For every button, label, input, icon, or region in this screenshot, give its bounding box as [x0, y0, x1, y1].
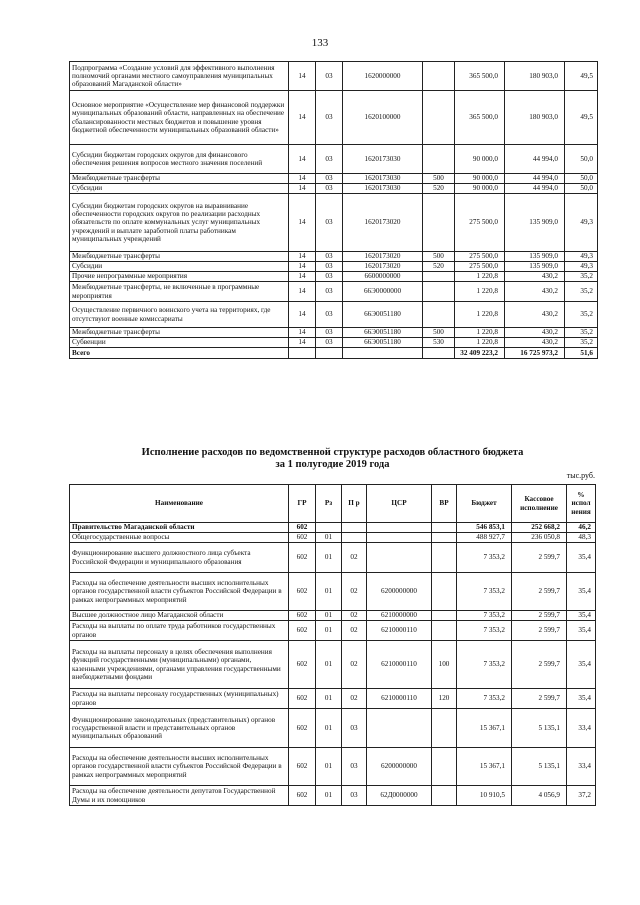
row-name: Субсидии бюджетам городских округов на выравнивание обеспеченности городских округов по реализации расходных обязательств по оплате коммунальных услуг муниципальных учреждений и выплате заработной платы работникам муниципальных учреждений [70, 194, 289, 252]
row-pct: 33,4 [567, 709, 596, 748]
row-gr: 14 [289, 262, 316, 272]
row-csr: 66Э0051180 [343, 302, 423, 328]
table-row [70, 262, 598, 272]
row-pct: 49,3 [565, 262, 598, 272]
row-gr: 602 [289, 641, 316, 689]
header-pct: % испол нения [567, 485, 596, 523]
row-vr [423, 145, 455, 174]
row-csr: 1620173030 [343, 174, 423, 184]
row-csr [367, 533, 432, 543]
row-pct: 35,4 [567, 621, 596, 641]
table-row [70, 709, 596, 748]
row-pct: 48,3 [567, 533, 596, 543]
row-pr: 03 [342, 748, 367, 786]
row-name: Субсидии [70, 262, 289, 272]
total-label: Всего [70, 348, 289, 359]
row-kass: 2 599,7 [512, 611, 567, 621]
row-csr: 66Э0051180 [343, 328, 423, 338]
row-csr: 6600000000 [343, 272, 423, 282]
row-budget: 7 353,2 [457, 573, 512, 611]
row-csr: 6210000110 [367, 641, 432, 689]
row-kass: 44 994,0 [505, 184, 565, 194]
row-rz: 01 [316, 573, 342, 611]
row-pct: 33,4 [567, 748, 596, 786]
row-kass: 2 599,7 [512, 641, 567, 689]
row-budget: 90 000,0 [455, 184, 505, 194]
row-csr [367, 709, 432, 748]
row-kass: 135 909,0 [505, 194, 565, 252]
table-row [70, 184, 598, 194]
row-kass: 430,2 [505, 282, 565, 302]
row-vr: 500 [423, 328, 455, 338]
total-empty-cell [343, 348, 423, 359]
row-csr: 6210000110 [367, 689, 432, 709]
row-pr: 02 [342, 689, 367, 709]
row-vr [432, 533, 457, 543]
row-gr: 14 [289, 194, 316, 252]
row-pct: 35,2 [565, 328, 598, 338]
row-name: Субсидии [70, 184, 289, 194]
row-budget: 90 000,0 [455, 145, 505, 174]
header-kass: Кассовое исполнение [512, 485, 567, 523]
row-name: Общегосударственные вопросы [70, 533, 289, 543]
table-row [70, 62, 598, 91]
row-rz: 03 [316, 338, 343, 348]
table-row [70, 338, 598, 348]
row-gr: 14 [289, 338, 316, 348]
row-pr [342, 523, 367, 533]
page-number: 133 [311, 37, 329, 49]
row-name: Осуществление первичного воинского учета на территориях, где отсутствуют военные комиссариаты [70, 302, 289, 328]
row-kass: 5 135,1 [512, 748, 567, 786]
row-pr: 02 [342, 611, 367, 621]
row-rz: 01 [316, 641, 342, 689]
row-rz: 01 [316, 533, 342, 543]
row-rz: 03 [316, 302, 343, 328]
table-row [70, 689, 596, 709]
row-vr [432, 523, 457, 533]
row-kass: 430,2 [505, 272, 565, 282]
table-row [70, 543, 596, 573]
row-vr [423, 272, 455, 282]
row-vr: 500 [423, 252, 455, 262]
row-rz: 03 [316, 252, 343, 262]
row-pct: 35,2 [565, 282, 598, 302]
table-row [70, 272, 598, 282]
row-vr: 530 [423, 338, 455, 348]
row-rz [316, 523, 342, 533]
header-pr: П р [342, 485, 367, 523]
table-row [70, 641, 596, 689]
departmental-expenditure-table [69, 484, 596, 806]
header-budget: Бюджет [457, 485, 512, 523]
row-csr: 1620173020 [343, 262, 423, 272]
row-rz: 01 [316, 786, 342, 806]
table-row [70, 523, 596, 533]
row-gr: 602 [289, 621, 316, 641]
row-kass: 5 135,1 [512, 709, 567, 748]
row-kass: 236 050,8 [512, 533, 567, 543]
row-name: Основное мероприятие «Осуществление мер финансовой поддержки муниципальных образований области, направленных на обеспечение сбалансированности местных бюджетов и повышение уровня бюджетной обеспеченности муниципальных образований области» [70, 91, 289, 145]
row-vr [432, 786, 457, 806]
row-kass: 2 599,7 [512, 543, 567, 573]
units-label: тыс.руб. [566, 471, 595, 480]
row-gr: 14 [289, 174, 316, 184]
total-empty-cell [289, 348, 316, 359]
row-budget: 488 927,7 [457, 533, 512, 543]
row-name: Расходы на обеспечение деятельности высших исполнительных органов государственной власти субъектов Российской Федерации в рамках непрограммных мероприятий [70, 748, 289, 786]
header-name: Наименование [70, 485, 289, 523]
table-row [70, 573, 596, 611]
row-name: Высшее должностное лицо Магаданской области [70, 611, 289, 621]
row-vr: 500 [423, 174, 455, 184]
table-row [70, 302, 598, 328]
row-csr: 1620000000 [343, 62, 423, 91]
row-budget: 7 353,2 [457, 611, 512, 621]
table-row [70, 611, 596, 621]
row-gr: 14 [289, 272, 316, 282]
table-row [70, 194, 598, 252]
row-gr: 602 [289, 523, 316, 533]
row-pr: 02 [342, 621, 367, 641]
row-name: Межбюджетные трансферты, не включенные в программные мероприятия [70, 282, 289, 302]
row-pct: 35,2 [565, 302, 598, 328]
row-kass: 430,2 [505, 338, 565, 348]
row-pr: 03 [342, 709, 367, 748]
row-vr [423, 302, 455, 328]
row-budget: 7 353,2 [457, 641, 512, 689]
row-budget: 1 220,8 [455, 338, 505, 348]
row-vr: 120 [432, 689, 457, 709]
row-pct: 49,5 [565, 91, 598, 145]
row-name: Подпрограмма «Создание условий для эффективного выполнения полномочий органами местного самоуправления муниципальных образований Магаданской области» [70, 62, 289, 91]
total-row [70, 348, 598, 359]
row-name: Субвенции [70, 338, 289, 348]
row-rz: 01 [316, 621, 342, 641]
row-rz: 03 [316, 145, 343, 174]
row-csr: 6210000000 [367, 611, 432, 621]
row-pct: 35,2 [565, 272, 598, 282]
row-rz: 03 [316, 174, 343, 184]
row-rz: 03 [316, 262, 343, 272]
row-kass: 430,2 [505, 328, 565, 338]
row-vr [432, 573, 457, 611]
row-name: Расходы на выплаты персоналу государственных (муниципальных) органов [70, 689, 289, 709]
header-gr: ГР [289, 485, 316, 523]
header-vr: ВР [432, 485, 457, 523]
row-vr [423, 194, 455, 252]
row-budget: 275 500,0 [455, 262, 505, 272]
row-csr [367, 523, 432, 533]
row-pct: 49,3 [565, 252, 598, 262]
row-rz: 01 [316, 709, 342, 748]
row-kass: 2 599,7 [512, 689, 567, 709]
row-gr: 602 [289, 786, 316, 806]
row-gr: 14 [289, 282, 316, 302]
row-budget: 15 367,1 [457, 748, 512, 786]
row-vr: 520 [423, 262, 455, 272]
table-row [70, 91, 598, 145]
row-csr: 1620173020 [343, 252, 423, 262]
row-name: Прочие непрограммные мероприятия [70, 272, 289, 282]
row-csr: 1620173030 [343, 184, 423, 194]
row-vr [432, 709, 457, 748]
row-csr: 6200000000 [367, 748, 432, 786]
row-budget: 1 220,8 [455, 328, 505, 338]
row-kass: 2 599,7 [512, 621, 567, 641]
row-name: Расходы на обеспечение деятельности депутатов Государственной Думы и их помощников [70, 786, 289, 806]
row-rz: 01 [316, 611, 342, 621]
row-pct: 46,2 [567, 523, 596, 533]
row-csr: 1620173030 [343, 145, 423, 174]
row-pct: 50,0 [565, 145, 598, 174]
row-name: Субсидии бюджетам городских округов для финансового обеспечения решения вопросов местного значения поселений [70, 145, 289, 174]
total-empty-cell [316, 348, 343, 359]
table-row [70, 328, 598, 338]
row-pct: 35,4 [567, 611, 596, 621]
continued-expenditure-table [69, 61, 598, 359]
row-rz: 03 [316, 184, 343, 194]
header-csr: ЦСР [367, 485, 432, 523]
total-budget: 32 409 223,2 [455, 348, 505, 359]
row-vr [432, 621, 457, 641]
row-pct: 35,4 [567, 689, 596, 709]
row-budget: 1 220,8 [455, 272, 505, 282]
row-pct: 35,2 [565, 338, 598, 348]
row-gr: 14 [289, 302, 316, 328]
row-kass: 135 909,0 [505, 262, 565, 272]
table-row [70, 786, 596, 806]
row-budget: 275 500,0 [455, 194, 505, 252]
row-budget: 7 353,2 [457, 689, 512, 709]
row-csr: 62Д0000000 [367, 786, 432, 806]
total-kass: 16 725 973,2 [505, 348, 565, 359]
row-budget: 90 000,0 [455, 174, 505, 184]
row-gr: 14 [289, 184, 316, 194]
section-title-line2: за 1 полугодие 2019 года [275, 459, 390, 470]
row-vr [423, 62, 455, 91]
row-vr [423, 91, 455, 145]
row-rz: 01 [316, 748, 342, 786]
row-vr [432, 543, 457, 573]
row-budget: 365 500,0 [455, 62, 505, 91]
row-rz: 03 [316, 328, 343, 338]
row-kass: 252 668,2 [512, 523, 567, 533]
row-pct: 49,3 [565, 194, 598, 252]
row-gr: 14 [289, 62, 316, 91]
row-rz: 03 [316, 62, 343, 91]
row-gr: 14 [289, 252, 316, 262]
row-pr: 02 [342, 573, 367, 611]
row-pct: 35,4 [567, 543, 596, 573]
row-rz: 03 [316, 194, 343, 252]
row-gr: 602 [289, 533, 316, 543]
row-name: Расходы на выплаты по оплате труда работников государственных органов [70, 621, 289, 641]
row-name: Межбюджетные трансферты [70, 328, 289, 338]
row-csr [367, 543, 432, 573]
row-kass: 44 994,0 [505, 145, 565, 174]
row-gr: 602 [289, 611, 316, 621]
row-kass: 135 909,0 [505, 252, 565, 262]
row-gr: 602 [289, 689, 316, 709]
row-pr: 02 [342, 543, 367, 573]
total-empty-cell [423, 348, 455, 359]
row-rz: 03 [316, 91, 343, 145]
row-csr: 6200000000 [367, 573, 432, 611]
row-pr [342, 533, 367, 543]
row-kass: 180 903,0 [505, 62, 565, 91]
row-csr: 66Э0000000 [343, 282, 423, 302]
row-budget: 1 220,8 [455, 302, 505, 328]
row-budget: 10 910,5 [457, 786, 512, 806]
row-vr: 520 [423, 184, 455, 194]
row-rz: 03 [316, 272, 343, 282]
row-gr: 602 [289, 573, 316, 611]
row-rz: 01 [316, 543, 342, 573]
row-csr: 1620100000 [343, 91, 423, 145]
table-row [70, 145, 598, 174]
row-gr: 602 [289, 748, 316, 786]
row-csr: 66Э0051180 [343, 338, 423, 348]
table-row [70, 533, 596, 543]
table-row [70, 748, 596, 786]
row-gr: 14 [289, 328, 316, 338]
row-pct: 49,5 [565, 62, 598, 91]
section-title [60, 447, 605, 471]
row-gr: 602 [289, 709, 316, 748]
row-csr: 6210000110 [367, 621, 432, 641]
row-pct: 35,4 [567, 573, 596, 611]
row-vr: 100 [432, 641, 457, 689]
row-pct: 50,0 [565, 174, 598, 184]
table-header-row [70, 485, 596, 523]
total-pct: 51,6 [565, 348, 598, 359]
header-rz: Рз [316, 485, 342, 523]
row-budget: 7 353,2 [457, 621, 512, 641]
row-name: Расходы на обеспечение деятельности высших исполнительных органов государственной власти субъектов Российской Федерации в рамках непрограммных мероприятий [70, 573, 289, 611]
row-csr: 1620173020 [343, 194, 423, 252]
row-pct: 35,4 [567, 641, 596, 689]
row-budget: 15 367,1 [457, 709, 512, 748]
row-gr: 14 [289, 145, 316, 174]
row-name: Функционирование законодательных (представительных) органов государственной власти и представительных органов муниципальных образований [70, 709, 289, 748]
table-row [70, 174, 598, 184]
table-row [70, 621, 596, 641]
row-budget: 365 500,0 [455, 91, 505, 145]
row-name: Правительство Магаданской области [70, 523, 289, 533]
row-vr [432, 748, 457, 786]
table-row [70, 282, 598, 302]
row-gr: 14 [289, 91, 316, 145]
row-kass: 44 994,0 [505, 174, 565, 184]
row-vr [423, 282, 455, 302]
row-name: Расходы на выплаты персоналу в целях обеспечения выполнения функций государственными (муниципальными) органами, казенными учреждениями, органами управления государственными внебюджетными фондами [70, 641, 289, 689]
row-pct: 37,2 [567, 786, 596, 806]
row-rz: 03 [316, 282, 343, 302]
row-name: Межбюджетные трансферты [70, 252, 289, 262]
row-budget: 275 500,0 [455, 252, 505, 262]
table-row [70, 252, 598, 262]
row-budget: 1 220,8 [455, 282, 505, 302]
row-name: Межбюджетные трансферты [70, 174, 289, 184]
row-vr [432, 611, 457, 621]
row-budget: 546 853,1 [457, 523, 512, 533]
row-kass: 430,2 [505, 302, 565, 328]
row-kass: 180 903,0 [505, 91, 565, 145]
row-budget: 7 353,2 [457, 543, 512, 573]
row-name: Функционирование высшего должностного лица субъекта Российской Федерации и муниципального образования [70, 543, 289, 573]
section-title-line1: Исполнение расходов по ведомственной структуре расходов областного бюджета [141, 447, 524, 458]
row-kass: 2 599,7 [512, 573, 567, 611]
row-rz: 01 [316, 689, 342, 709]
row-gr: 602 [289, 543, 316, 573]
row-pr: 03 [342, 786, 367, 806]
row-pr: 02 [342, 641, 367, 689]
row-kass: 4 056,9 [512, 786, 567, 806]
row-pct: 50,0 [565, 184, 598, 194]
